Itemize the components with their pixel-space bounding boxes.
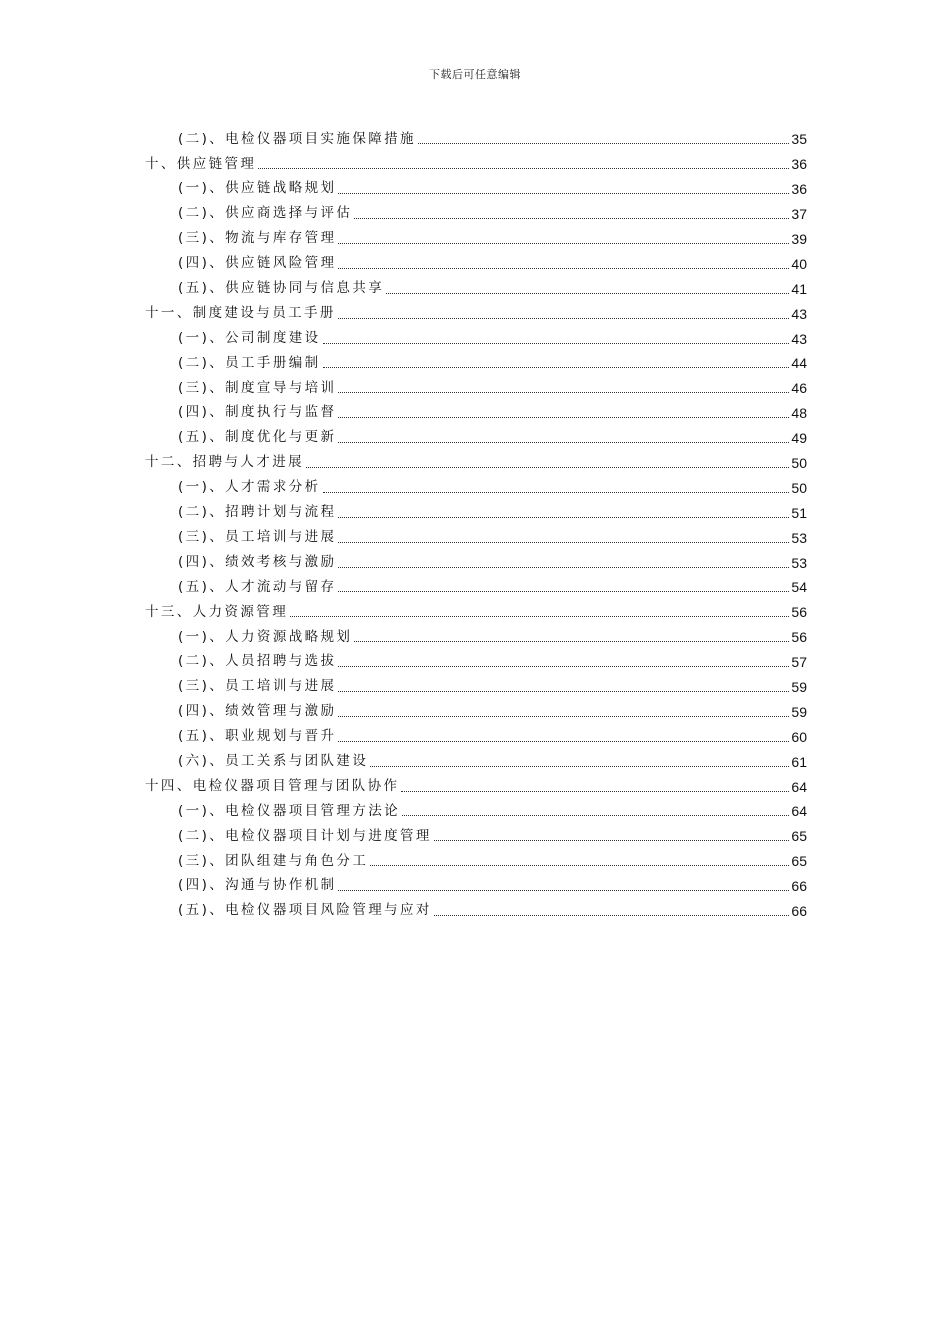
toc-entry-page: 59	[791, 703, 807, 720]
toc-entry-page: 36	[791, 156, 807, 173]
toc-entry-title: (一)、供应链战略规划	[178, 180, 337, 197]
toc-entry[interactable]	[145, 401, 807, 426]
toc-entry[interactable]	[145, 699, 807, 724]
toc-entry[interactable]	[145, 600, 807, 625]
toc-entry-page: 57	[791, 654, 807, 671]
toc-entry-page: 66	[791, 903, 807, 920]
toc-entry-page: 64	[791, 778, 807, 795]
toc-entry[interactable]	[145, 525, 807, 550]
toc-entry[interactable]	[145, 824, 807, 849]
toc-dot-leader	[338, 268, 789, 269]
toc-entry-title: 十、供应链管理	[145, 155, 257, 172]
toc-entry-title: (二)、供应商选择与评估	[178, 205, 353, 222]
toc-entry-title: (一)、人才需求分析	[178, 479, 321, 496]
toc-entry[interactable]	[145, 177, 807, 202]
toc-dot-leader	[338, 666, 789, 667]
toc-entry-page: 53	[791, 554, 807, 571]
toc-entry-title: (四)、制度执行与监督	[178, 404, 337, 421]
toc-entry-page: 49	[791, 430, 807, 447]
toc-entry-title: (二)、员工手册编制	[178, 354, 321, 371]
toc-entry[interactable]	[145, 749, 807, 774]
toc-entry-page: 35	[791, 131, 807, 148]
toc-dot-leader	[370, 865, 789, 866]
toc-entry[interactable]	[145, 724, 807, 749]
toc-entry-title: (一)、人力资源战略规划	[178, 628, 353, 645]
toc-dot-leader	[338, 741, 789, 742]
toc-entry-title: (一)、电检仪器项目管理方法论	[178, 802, 401, 819]
toc-entry-page: 60	[791, 728, 807, 745]
toc-entry-page: 48	[791, 405, 807, 422]
toc-entry-title: 十四、电检仪器项目管理与团队协作	[145, 777, 400, 794]
toc-dot-leader	[338, 567, 789, 568]
toc-entry[interactable]	[145, 650, 807, 675]
toc-dot-leader	[354, 641, 789, 642]
toc-dot-leader	[338, 243, 789, 244]
toc-entry-title: (五)、制度优化与更新	[178, 429, 337, 446]
toc-entry-title: 十三、人力资源管理	[145, 603, 289, 620]
toc-entry[interactable]	[145, 152, 807, 177]
toc-entry-page: 53	[791, 529, 807, 546]
toc-entry-page: 59	[791, 679, 807, 696]
toc-entry-title: 十一、制度建设与员工手册	[145, 304, 336, 321]
toc-entry[interactable]	[145, 799, 807, 824]
toc-entry[interactable]	[145, 625, 807, 650]
toc-dot-leader	[338, 890, 789, 891]
toc-entry-page: 50	[791, 479, 807, 496]
toc-entry-title: (二)、招聘计划与流程	[178, 504, 337, 521]
toc-entry-title: (一)、公司制度建设	[178, 329, 321, 346]
toc-entry-title: (二)、电检仪器项目计划与进度管理	[178, 827, 432, 844]
toc-dot-leader	[402, 815, 789, 816]
toc-entry-title: (三)、员工培训与进展	[178, 528, 337, 545]
toc-entry-page: 64	[791, 803, 807, 820]
toc-dot-leader	[418, 143, 789, 144]
toc-entry-title: (二)、电检仪器项目实施保障措施	[178, 130, 416, 147]
toc-entry[interactable]	[145, 301, 807, 326]
toc-entry[interactable]	[145, 774, 807, 799]
toc-entry-title: (三)、制度宣导与培训	[178, 379, 337, 396]
page-header: 下载后可任意编辑	[429, 68, 521, 81]
toc-entry-page: 51	[791, 504, 807, 521]
toc-entry-title: (四)、绩效考核与激励	[178, 553, 337, 570]
toc-dot-leader	[338, 442, 789, 443]
toc-entry-page: 43	[791, 330, 807, 347]
toc-entry-page: 54	[791, 579, 807, 596]
toc-dot-leader	[323, 343, 790, 344]
toc-dot-leader	[323, 492, 790, 493]
toc-entry-page: 56	[791, 629, 807, 646]
toc-entry-title: (四)、沟通与协作机制	[178, 877, 337, 894]
toc-entry[interactable]	[145, 376, 807, 401]
toc-dot-leader	[434, 915, 790, 916]
toc-dot-leader	[338, 517, 789, 518]
toc-entry[interactable]	[145, 675, 807, 700]
toc-entry[interactable]	[145, 251, 807, 276]
toc-entry[interactable]	[145, 475, 807, 500]
toc-entry-title: (五)、电检仪器项目风险管理与应对	[178, 902, 432, 919]
toc-dot-leader	[258, 168, 789, 169]
toc-entry[interactable]	[145, 426, 807, 451]
toc-entry-title: (四)、绩效管理与激励	[178, 703, 337, 720]
toc-dot-leader	[306, 467, 789, 468]
toc-entry-title: (六)、员工关系与团队建设	[178, 752, 369, 769]
toc-entry-page: 56	[791, 604, 807, 621]
toc-entry-page: 65	[791, 828, 807, 845]
toc-entry-title: (二)、人员招聘与选拔	[178, 653, 337, 670]
toc-entry[interactable]	[145, 849, 807, 874]
toc-entry-title: (五)、人才流动与留存	[178, 578, 337, 595]
table-of-contents	[145, 127, 807, 924]
toc-entry-page: 61	[791, 753, 807, 770]
toc-entry[interactable]	[145, 276, 807, 301]
toc-dot-leader	[338, 716, 789, 717]
toc-dot-leader	[434, 840, 790, 841]
toc-entry[interactable]	[145, 202, 807, 227]
toc-entry[interactable]	[145, 575, 807, 600]
toc-entry[interactable]	[145, 351, 807, 376]
toc-entry-page: 41	[791, 280, 807, 297]
toc-entry[interactable]	[145, 227, 807, 252]
toc-entry-title: 十二、招聘与人才进展	[145, 454, 304, 471]
toc-entry-title: (三)、物流与库存管理	[178, 230, 337, 247]
toc-entry-page: 44	[791, 355, 807, 372]
toc-dot-leader	[338, 591, 789, 592]
toc-entry-page: 39	[791, 231, 807, 247]
toc-dot-leader	[370, 766, 789, 767]
toc-dot-leader	[338, 318, 790, 319]
toc-entry-page: 43	[791, 305, 807, 322]
toc-entry[interactable]	[145, 874, 807, 899]
toc-entry-page: 36	[791, 181, 807, 198]
toc-entry-page: 50	[791, 455, 807, 472]
toc-dot-leader	[338, 691, 789, 692]
toc-dot-leader	[354, 218, 789, 219]
toc-entry-title: (五)、供应链协同与信息共享	[178, 280, 385, 297]
toc-dot-leader	[386, 293, 789, 294]
toc-entry[interactable]	[145, 500, 807, 525]
toc-entry-title: (四)、供应链风险管理	[178, 255, 337, 272]
toc-dot-leader	[338, 193, 789, 194]
toc-entry-page: 65	[791, 853, 807, 870]
toc-entry-title: (五)、职业规划与晋升	[178, 728, 337, 745]
toc-entry-title: (三)、员工培训与进展	[178, 678, 337, 695]
toc-dot-leader	[338, 417, 789, 418]
toc-entry-page: 46	[791, 380, 807, 397]
toc-dot-leader	[401, 791, 789, 792]
toc-entry-page: 66	[791, 878, 807, 895]
toc-dot-leader	[338, 542, 789, 543]
toc-entry[interactable]	[145, 326, 807, 351]
toc-entry[interactable]	[145, 451, 807, 476]
toc-entry[interactable]	[145, 899, 807, 924]
toc-entry-page: 37	[791, 206, 807, 223]
toc-entry[interactable]	[145, 127, 807, 152]
toc-entry-page: 40	[791, 255, 807, 272]
toc-dot-leader	[338, 392, 789, 393]
toc-dot-leader	[290, 616, 789, 617]
toc-entry[interactable]	[145, 550, 807, 575]
toc-dot-leader	[323, 367, 790, 368]
toc-entry-title: (三)、团队组建与角色分工	[178, 852, 369, 869]
